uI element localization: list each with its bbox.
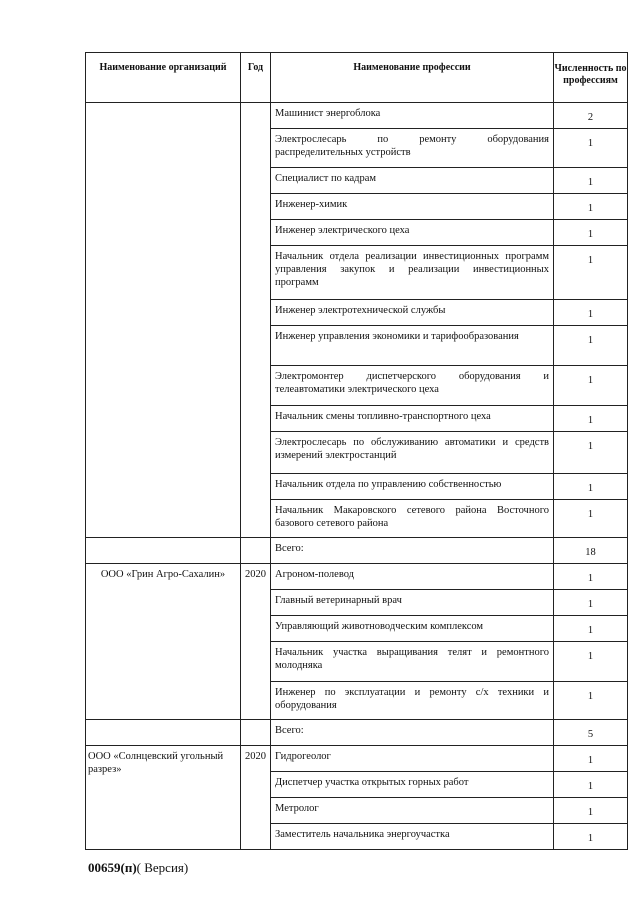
count-cell: 1 <box>554 194 628 220</box>
count-cell: 1 <box>554 406 628 432</box>
count-cell: 1 <box>554 246 628 300</box>
profession-cell: Электромонтер диспетчерского оборудования и телеавтоматики электрического цеха <box>271 366 554 406</box>
table-row <box>86 103 628 129</box>
profession-cell: Электрослесарь по ремонту оборудования распределительных устройств <box>271 129 554 168</box>
profession-cell: Инженер электротехнической службы <box>271 300 554 326</box>
count-cell: 1 <box>554 590 628 616</box>
count-cell: 1 <box>554 642 628 682</box>
count-cell: 1 <box>554 564 628 590</box>
total-row <box>86 720 628 746</box>
total-label: Всего: <box>271 720 554 746</box>
profession-cell: Управляющий животноводческим комплексом <box>271 616 554 642</box>
profession-cell: Диспетчер участка открытых горных работ <box>271 772 554 798</box>
profession-cell: Инженер по эксплуатации и ремонту с/х техники и оборудования <box>271 682 554 720</box>
count-cell: 1 <box>554 682 628 720</box>
count-cell: 1 <box>554 326 628 366</box>
count-cell: 1 <box>554 616 628 642</box>
table-row <box>86 564 628 590</box>
table-row <box>86 746 628 772</box>
org-cell: ООО «Грин Агро-Сахалин» <box>86 564 241 720</box>
profession-cell: Электрослесарь по обслуживанию автоматики и средств измерений электростанций <box>271 432 554 474</box>
year-cell <box>241 103 271 538</box>
profession-cell: Агроном-полевод <box>271 564 554 590</box>
count-cell: 1 <box>554 798 628 824</box>
year-cell-empty <box>241 720 271 746</box>
year-cell: 2020 <box>241 564 271 720</box>
year-cell-empty <box>241 538 271 564</box>
count-cell: 1 <box>554 168 628 194</box>
document-version: ( Версия) <box>136 860 189 875</box>
org-cell: ООО «Солнцевский угольный разрез» <box>86 746 241 850</box>
profession-cell: Начальник участка выращивания телят и ремонтного молодняка <box>271 642 554 682</box>
table-header-row <box>86 53 628 103</box>
total-count: 5 <box>554 720 628 746</box>
count-cell: 1 <box>554 129 628 168</box>
org-cell <box>86 103 241 538</box>
profession-cell: Инженер управления экономики и тарифообразования <box>271 326 554 366</box>
document-footer <box>88 860 188 876</box>
count-cell: 1 <box>554 500 628 538</box>
header-count: Численность по профессиям <box>554 53 628 103</box>
profession-cell: Инженер-химик <box>271 194 554 220</box>
org-cell-empty <box>86 720 241 746</box>
profession-cell: Инженер электрического цеха <box>271 220 554 246</box>
total-label: Всего: <box>271 538 554 564</box>
header-profession: Наименование профессии <box>271 53 554 103</box>
year-cell: 2020 <box>241 746 271 850</box>
profession-cell: Машинист энергоблока <box>271 103 554 129</box>
profession-cell: Специалист по кадрам <box>271 168 554 194</box>
profession-cell: Главный ветеринарный врач <box>271 590 554 616</box>
count-cell: 1 <box>554 772 628 798</box>
count-cell: 1 <box>554 220 628 246</box>
profession-cell: Метролог <box>271 798 554 824</box>
profession-cell: Начальник отдела по управлению собственностью <box>271 474 554 500</box>
count-cell: 1 <box>554 824 628 850</box>
profession-cell: Начальник Макаровского сетевого района Восточного базового сетевого района <box>271 500 554 538</box>
professions-table <box>85 52 628 850</box>
profession-cell: Начальник отдела реализации инвестиционных программ управления закупок и реализации инвестиционных программ <box>271 246 554 300</box>
header-org: Наименование организаций <box>86 53 241 103</box>
count-cell: 1 <box>554 300 628 326</box>
count-cell: 2 <box>554 103 628 129</box>
header-year: Год <box>241 53 271 103</box>
total-row <box>86 538 628 564</box>
profession-cell: Гидрогеолог <box>271 746 554 772</box>
profession-cell: Заместитель начальника энергоучастка <box>271 824 554 850</box>
count-cell: 1 <box>554 366 628 406</box>
profession-cell: Начальник смены топливно-транспортного цеха <box>271 406 554 432</box>
count-cell: 1 <box>554 746 628 772</box>
total-count: 18 <box>554 538 628 564</box>
count-cell: 1 <box>554 432 628 474</box>
count-cell: 1 <box>554 474 628 500</box>
org-cell-empty <box>86 538 241 564</box>
document-code: 00659(п) <box>88 860 137 875</box>
